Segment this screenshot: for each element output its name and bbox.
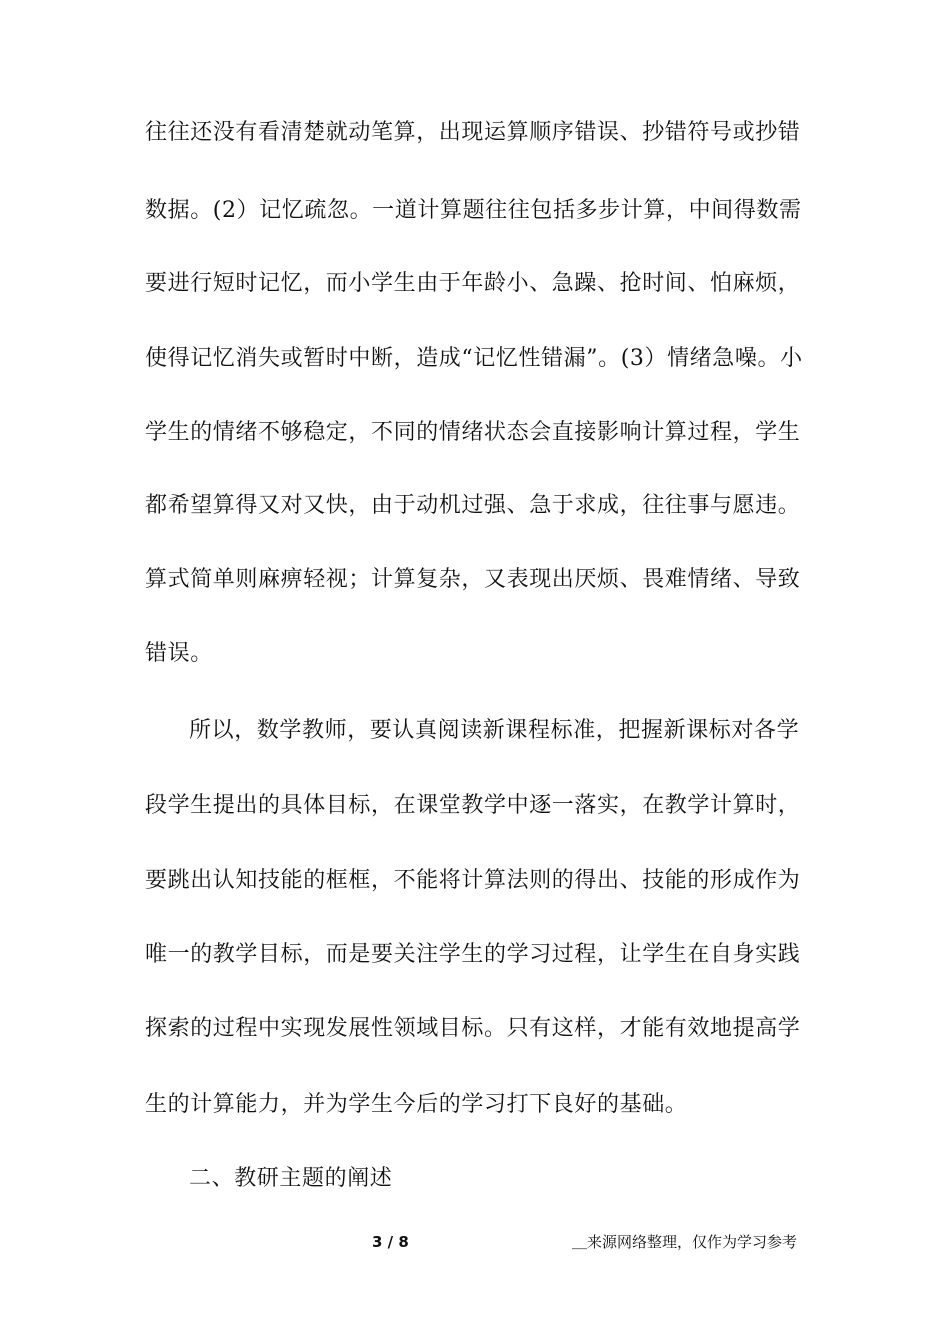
paragraph-line: 要进行短时记忆，而小学生由于年龄小、急躁、抢时间、怕麻烦， bbox=[145, 271, 801, 296]
paragraph-line: 错误。 bbox=[145, 641, 213, 666]
paragraph-line: 学生的情绪不够稳定，不同的情绪状态会直接影响计算过程，学生 bbox=[145, 420, 801, 445]
paragraph-line: 生的计算能力，并为学生今后的学习打下良好的基础。 bbox=[145, 1092, 688, 1117]
paragraph-line: 使得记忆消失或暂时中断，造成“记忆性错漏”。(3）情绪急噪。小 bbox=[145, 346, 803, 371]
paragraph-line: 数据。(2）记忆疏忽。一道计算题往往包括多步计算，中间得数需 bbox=[145, 198, 802, 223]
page-number: 3 / 8 bbox=[372, 1233, 409, 1251]
footer-note: ＿来源网络整理，仅作为学习参考 bbox=[572, 1233, 798, 1251]
paragraph-line: 探索的过程中实现发展性领域目标。只有这样，才能有效地提高学 bbox=[145, 1016, 801, 1041]
section-heading: 二、教研主题的阐述 bbox=[189, 1166, 393, 1191]
paragraph-line: 要跳出认知技能的框框，不能将计算法则的得出、技能的形成作为 bbox=[145, 868, 801, 893]
paragraph-line: 所以，数学教师，要认真阅读新课程标准，把握新课标对各学 bbox=[189, 718, 800, 743]
paragraph-line: 唯一的教学目标，而是要关注学生的学习过程，让学生在自身实践 bbox=[145, 942, 801, 967]
paragraph-line: 段学生提出的具体目标，在课堂教学中逐一落实，在教学计算时， bbox=[145, 793, 801, 818]
paragraph-line: 都希望算得又对又快，由于动机过强、急于求成，往往事与愿违。 bbox=[145, 493, 801, 518]
paragraph-line: 算式简单则麻痹轻视；计算复杂，又表现出厌烦、畏难情绪、导致 bbox=[145, 567, 801, 592]
paragraph-line: 往往还没有看清楚就动笔算，出现运算顺序错误、抄错符号或抄错 bbox=[145, 120, 801, 145]
